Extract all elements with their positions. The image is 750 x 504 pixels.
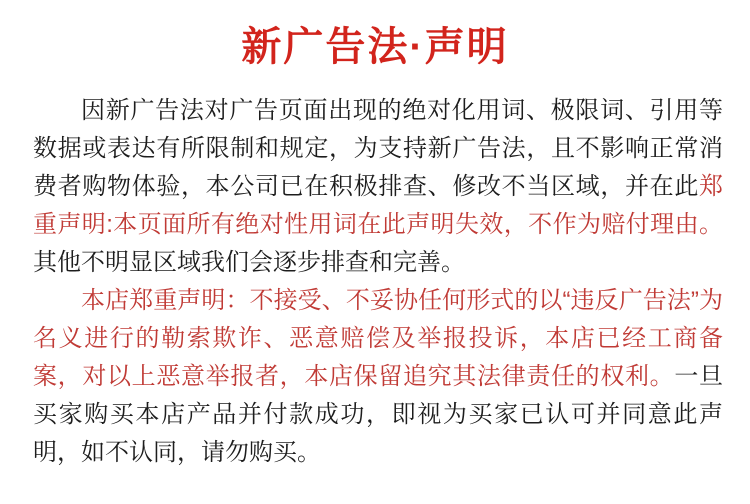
paragraph — [33, 282, 723, 472]
text-segment: 郑重声明:本页面所有绝对性用词在此声明失效，不作为赔付理由。 — [33, 173, 723, 238]
disclaimer-text — [0, 72, 750, 472]
page-title: 新广告法·声明 — [241, 25, 509, 69]
text-segment: 其他不明显区域我们会逐步排查和完善。 — [33, 249, 465, 276]
text-segment: 本店郑重声明：不接受、不妥协任何形式的以“违反广告法”为名义进行的勒索欺诈、恶意赔偿及举报投诉，本店已经工商备案，对以上恶意举报者，本店保留追究其法律责任的权利。 — [33, 287, 723, 390]
text-segment: 一旦买家购买本店产品并付款成功，即视为买家已认可并同意此声明，如不认同，请勿购买。 — [33, 363, 724, 466]
paragraph — [33, 92, 723, 282]
text-segment: 因新广告法对广告页面出现的绝对化用词、极限词、引用等数据或表达有所限制和规定，为支持新广告法，且不影响正常消费者购物体验，本公司已在积极排查、修改不当区域，并在此 — [33, 97, 723, 200]
